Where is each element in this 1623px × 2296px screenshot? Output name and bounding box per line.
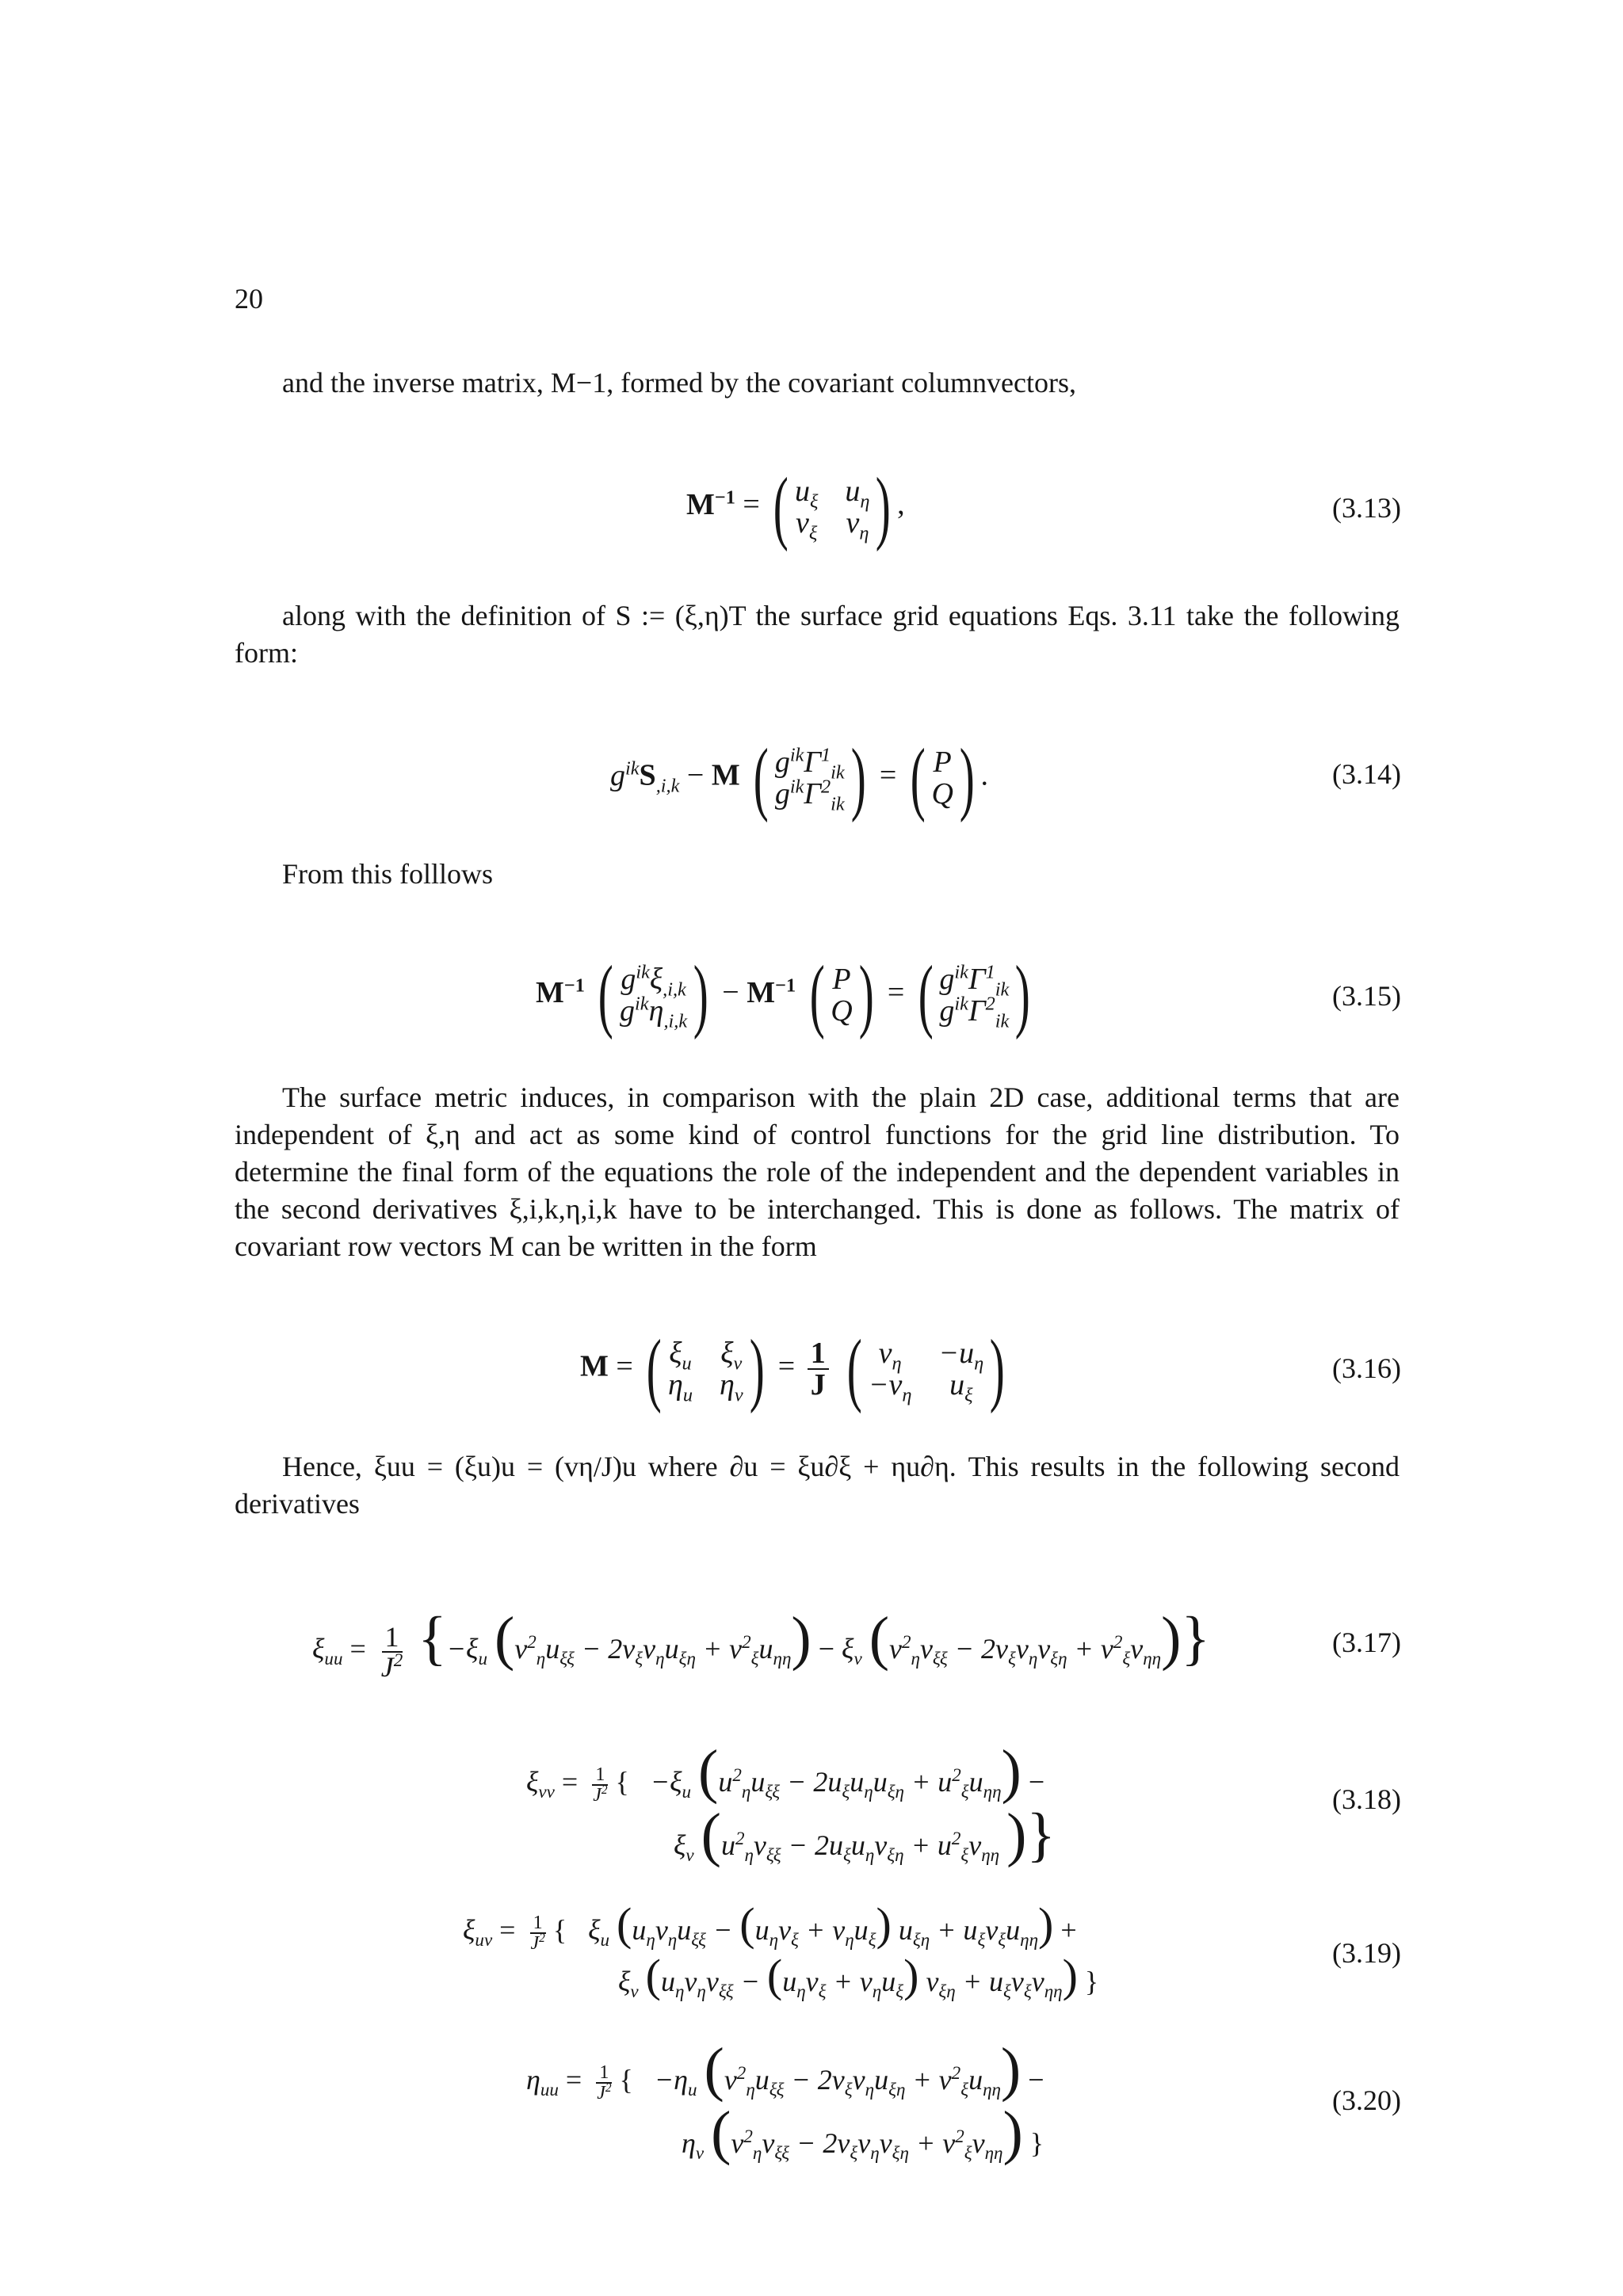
equation-3-13: $M^{-1}$ = ( $u_\xi$ $u_\eta$ $v_\xi$ $v_\eta$ ) , [686,461,905,552]
paragraph-5: Hence, ξuu = (ξu)u = (vη/J)u where ∂u = ξu∂ξ + ηu∂η. This results in the following second derivatives [235,1451,1400,1520]
equation-3-14: $g^{ik}S_{,i,k} - M$ ( $g^{ik}\Gamma^1_{ik}$ $g^{ik}\Gamma^2_{ik}$ ) = ( P Q ) . [610,732,989,823]
page-number: 20 [235,283,263,315]
paragraph-1: and the inverse matrix, M−1, formed by the covariant columnvectors, [282,367,1077,399]
equation-number: (3.14) [1332,758,1401,790]
equation-number: (3.15) [1332,980,1401,1012]
paragraph-3: From this folllows [282,858,494,890]
paragraph-2: along with the definition of S := (ξ,η)T the surface grid equations Eqs. 3.11 take the following form: [235,600,1400,669]
equation-number: (3.20) [1332,2084,1401,2116]
equation-number: (3.17) [1332,1627,1401,1658]
equation-3-16: M = ( $\xi_u$ $\xi_v$ $\eta_u$ $\eta_v$ ) = $\frac{1}{J}$ ( $v_\eta$ $-u_\eta$ $-v_\eta$ $u_\xi$ ) [580,1323,1005,1414]
equation-3-17: $\xi_{uu}$ = $\frac{1}{J^2}$ {$-\xi_u$ $(v^2_\eta u_{\xi\xi} - 2v_\xi v_\eta u_{\xi\eta} + v^2_\xi u_{\eta\eta}) - \xi_v$ $(v^2_\eta v_{\xi\xi} - 2v_\xi v_\eta v_{\xi\eta} + v^2_\xi v_{\eta\eta})$} [312,1605,1210,1683]
paragraph-4: The surface metric induces, in comparison with the plain 2D case, additional terms that are independent of ξ,η and act as some kind of control functions for the grid line distribution. To determine the final form of the equations the role of the independent and the dependent variables in the second derivatives ξ,i,k,η,i,k have to be interchanged. This is done as follows. The matrix of covariant row vectors M can be written in the form [235,1081,1400,1262]
equation-number: (3.18) [1332,1783,1401,1815]
equation-number: (3.13) [1332,492,1401,524]
equation-number: (3.19) [1332,1937,1401,1969]
equation-number: (3.16) [1332,1352,1401,1384]
equation-3-15: $M^{-1}$ ( $g^{ik}\xi_{,i,k}$ $g^{ik}\eta_{,i,k}$ ) − $M^{-1}$ ( P Q ) = ( $g^{ik}\Gamma^1_{ik}$ $g^{ik}\Gamma^2_{ik}$ ) [536,949,1031,1040]
equation-3-19: $\xi_{uv}$ = $\frac{1}{J^2}$ { $\xi_u$ $(u_\eta v_\eta u_{\xi\xi} - (u_\eta v_\xi + v_\eta u_\xi) u_{\xi\eta} + u_\xi v_\xi u_{\eta\eta})$ + $\xi_v$ $(u_\eta v_\eta v_{\xi\xi} - (u_\eta v_\xi + v_\eta u_\xi) v_{\xi\eta} + u_\xi v_\xi v_{\eta\eta})$ } [463,1898,1099,2001]
equation-3-20: $\eta_{uu}$ = $\frac{1}{J^2}$ { $-\eta_u$ $(v^2_\eta u_{\xi\xi} - 2v_\xi v_\eta u_{\xi\eta} + v^2_\xi u_{\eta\eta})$ − $\eta_v$ $(v^2_\eta v_{\xi\xi} - 2v_\xi v_\eta v_{\xi\eta} + v^2_\xi v_{\eta\eta})$ } [526,2036,1044,2166]
equation-3-18: $\xi_{vv}$ = $\frac{1}{J^2}$ { $-\xi_u$ $(u^2_\eta u_{\xi\xi} - 2u_\xi u_\eta u_{\xi\eta} + u^2_\xi u_{\eta\eta})$ − $\xi_v$ ($u^2_\eta v_{\xi\xi} - 2u_\xi u_\eta v_{\xi\eta} + u^2_\xi v_{\eta\eta}$ )} [526,1738,1056,1868]
